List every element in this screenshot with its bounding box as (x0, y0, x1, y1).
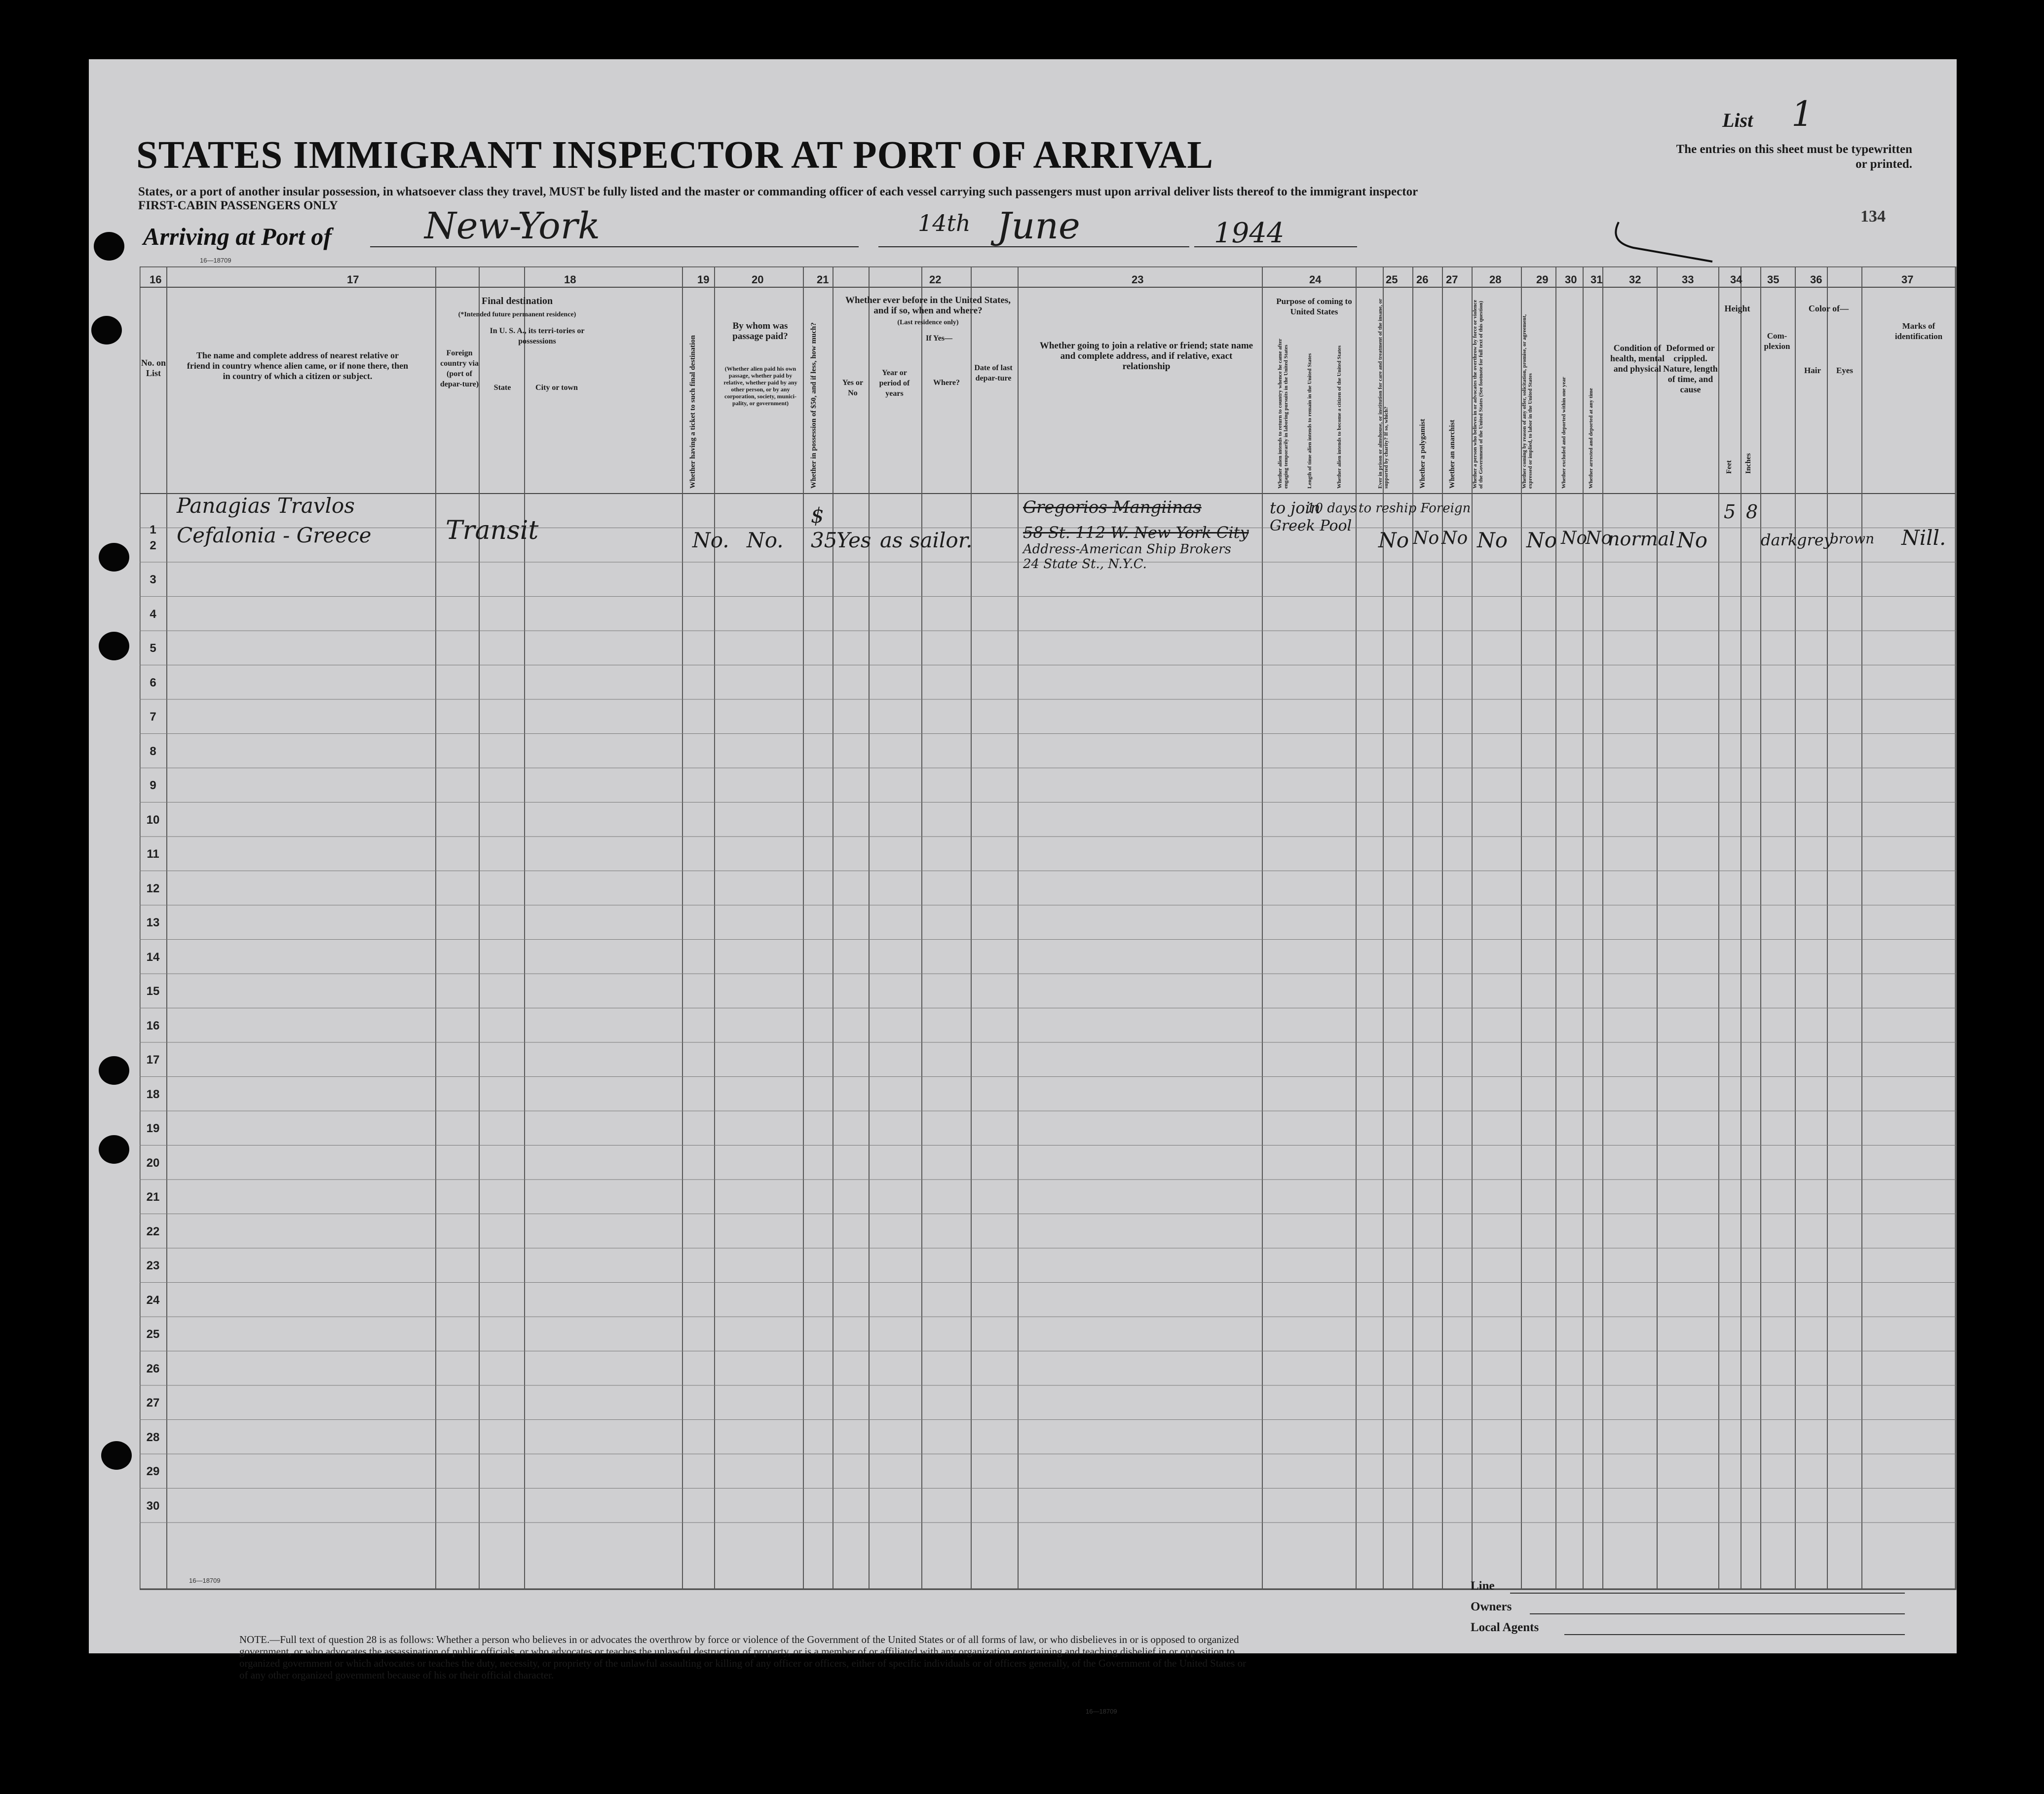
entry-purpose-1: to join (1270, 498, 1321, 517)
row-number: 21 (146, 1190, 160, 1204)
port-name: New-York (424, 205, 600, 247)
entry-q28: No (1477, 528, 1508, 552)
header-class-label: FIRST-CABIN PASSENGERS ONLY (138, 199, 338, 212)
header-no-on-list: No. on List (141, 358, 166, 378)
row-number: 27 (146, 1396, 160, 1410)
header-height: Height (1724, 304, 1750, 313)
header-purpose-citizen: Whether alien intends to become a citizen of the United States (1336, 345, 1342, 489)
list-label: List (1722, 109, 1753, 131)
header-state: State (493, 383, 511, 392)
punch-hole (99, 1135, 129, 1164)
entry-join-address-3: 24 State St., N.Y.C. (1023, 557, 1147, 572)
arrival-day: 14th (918, 210, 971, 236)
col-num-30: 30 (1565, 273, 1577, 286)
row-number: 28 (146, 1430, 160, 1444)
punch-hole (94, 232, 124, 261)
header-where: Where? (933, 379, 960, 387)
header-arrested: Whether arrested and deported at any time (1588, 388, 1594, 489)
line-label: Line (1471, 1579, 1495, 1593)
col-num-29: 29 (1536, 273, 1549, 286)
form-code-bottom: 16—18709 (189, 1577, 221, 1584)
entry-relative-place: Cefalonia - Greece (177, 523, 372, 547)
header-eyes: Eyes (1836, 366, 1853, 375)
entry-relative-name: Panagias Travlos (177, 494, 355, 518)
header-complexion: Com-plexion (1764, 331, 1790, 351)
entry-marks: Nill. (1901, 526, 1946, 550)
row-number: 11 (147, 847, 159, 861)
col-num-17: 17 (347, 273, 359, 286)
header-usa: In U. S. A., its terri-tories or possessions (490, 327, 585, 345)
header-final-destination: Final destination (482, 296, 553, 306)
punch-hole (99, 543, 129, 572)
arrival-month: June (997, 205, 1080, 247)
row-number: 4 (150, 607, 156, 621)
arriving-label: Arriving at Port of (143, 223, 332, 250)
entry-q25: No (1378, 528, 1409, 552)
entry-deformed: No (1677, 528, 1708, 552)
owners-label: Owners (1471, 1600, 1512, 1613)
row-number: 16 (146, 1019, 160, 1032)
row-number: 13 (146, 916, 160, 929)
local-agents-label: Local Agents (1471, 1621, 1539, 1634)
col-num-33: 33 (1682, 273, 1694, 286)
row-number: 5 (150, 642, 156, 655)
punch-hole (99, 1056, 129, 1085)
header-year-period: Year or period of years (879, 369, 910, 398)
entry-q29: No (1526, 528, 1557, 552)
entry-q31: No (1586, 528, 1612, 548)
header-overthrow: Whether a person who believes in or advocates the overthrow by force or violence of the Government of the United States (See footnote for full text of this question) (1472, 300, 1484, 489)
header-yes-no: Yes or No (842, 379, 864, 397)
header-foreign-country: Foreign country via (port of depar-ture) (440, 349, 479, 388)
header-purpose-length: Length of time alien intends to remain in the United States (1307, 353, 1313, 489)
header-final-destination-sub: (*Intended future permanent residence) (458, 311, 576, 318)
header-date-departure: Date of last depar-ture (974, 364, 1013, 382)
header-money: Whether in possession of $50, and if less, how much? (810, 322, 818, 489)
row-number: 29 (146, 1465, 160, 1478)
col-num-36: 36 (1810, 273, 1822, 286)
entry-health: normal (1608, 528, 1675, 550)
col-num-35: 35 (1767, 273, 1779, 286)
entry-join-address-2: Address-American Ship Brokers (1023, 542, 1231, 557)
page-stamp-number: 134 (1860, 207, 1886, 226)
col-num-31: 31 (1590, 273, 1603, 286)
header-before-sub: (Last residence only) (897, 319, 959, 326)
row-number: 1 (150, 523, 156, 536)
row-number: 23 (146, 1259, 160, 1272)
list-number: 1 (1791, 94, 1814, 134)
entries-note: The entries on this sheet must be typewritten or printed. (1676, 143, 1912, 171)
entry-q30: No (1561, 528, 1588, 548)
header-passage-paid: By whom was passage paid? (732, 321, 788, 342)
header-feet: Feet (1725, 460, 1733, 474)
entry-length: 10 days (1307, 501, 1357, 516)
row-number: 18 (146, 1087, 160, 1101)
punch-hole (91, 316, 122, 344)
row-number: 22 (146, 1224, 160, 1238)
col-num-22: 22 (929, 273, 942, 286)
col-num-26: 26 (1416, 273, 1429, 286)
col-num-16: 16 (150, 273, 162, 286)
header-health: Condition of health, mental and physical (1610, 343, 1665, 374)
row-number: 12 (146, 881, 160, 895)
entry-height-feet: 5 (1724, 501, 1736, 523)
col-num-37: 37 (1901, 273, 1914, 286)
row-number: 20 (146, 1156, 160, 1170)
header-deformed: Deformed or crippled. Nature, length of time, and cause (1663, 343, 1718, 394)
header-purpose-return: Whether alien intends to return to country whence he came after engaging temporarily in laboring pursuits in the United States (1277, 339, 1289, 489)
row-number: 30 (146, 1499, 160, 1513)
header-nearest-relative: The name and complete address of nearest relative or friend in country whence alien came, or if none there, then in country of which a citizen or subject. (187, 350, 409, 381)
col-num-19: 19 (697, 273, 710, 286)
row-number: 2 (150, 538, 156, 552)
header-purpose: Purpose of coming to United States (1276, 297, 1352, 316)
col-num-18: 18 (564, 273, 576, 286)
row-number: 25 (146, 1328, 160, 1341)
header-join-relative: Whether going to join a relative or friend; state name and complete address, and if relative, exact relationship (1039, 341, 1253, 372)
col-num-21: 21 (817, 273, 829, 286)
entry-passage: No. (747, 528, 784, 552)
row-number: 8 (150, 744, 156, 758)
row-number: 6 (150, 676, 156, 689)
col-num-24: 24 (1309, 273, 1322, 286)
row-number: 10 (146, 813, 160, 827)
page-title: STATES IMMIGRANT INSPECTOR AT PORT OF ARRIVAL (136, 134, 1214, 177)
table-grid-lines (140, 267, 1966, 1594)
footnote-question-28: NOTE.—Full text of question 28 is as follows: Whether a person who believes in or advocates the overthrow by force or violence of the Government of the United States or of all forms of law, or who disbelieves in or is opposed to organized government, or who advocates the assassination of public officials, or who advocates or teaches the unlawful destruction of property, or is a member of or affiliated with any organization entertaining and teaching disbelief in or opposition to organized government or which advocates or teaches the duty, necessity, or propriety of the unlawful assaulting or killing of any officer or officers, either of specific individuals or of officers generally, of the Government of the United States or of any other organized government because of his or their official character. (239, 1634, 1247, 1681)
entry-join-name: Gregorios Mangiinas (1023, 497, 1202, 517)
row-number: 15 (146, 985, 160, 998)
col-num-23: 23 (1132, 273, 1144, 286)
entry-join-address: 58 St. 112 W. New York City (1023, 523, 1249, 542)
row-number: 9 (150, 779, 156, 792)
punch-hole (101, 1441, 132, 1470)
entry-complexion: dark (1761, 531, 1798, 549)
row-number: 17 (146, 1053, 160, 1067)
header-marks: Marks of identification (1894, 321, 1943, 341)
row-number: 24 (146, 1293, 160, 1307)
col-num-25: 25 (1386, 273, 1398, 286)
arrival-year: 1944 (1214, 217, 1285, 249)
col-num-32: 32 (1629, 273, 1641, 286)
entry-money: $ 35 (811, 503, 837, 552)
col-num-20: 20 (752, 273, 764, 286)
header-before-in-us: Whether ever before in the United States, and if so, when and where? (845, 295, 1011, 316)
entry-q27: No (1441, 528, 1468, 548)
row-number: 14 (146, 950, 160, 964)
entry-ticket: No. (692, 528, 729, 552)
header-polygamist: Whether a polygamist (1419, 419, 1427, 489)
manifest-sheet (89, 59, 1957, 1715)
col-num-28: 28 (1489, 273, 1502, 286)
entry-reship: to reship Foreign (1359, 501, 1471, 516)
header-anarchist: Whether an anarchist (1448, 420, 1456, 489)
row-number: 26 (146, 1362, 160, 1375)
header-city: City or town (535, 383, 578, 392)
row-number: 7 (150, 710, 156, 724)
header-color-of: Color of— (1808, 304, 1849, 313)
form-code-top: 16—18709 (200, 257, 231, 264)
header-excluded: Whether excluded and deported within one year (1561, 377, 1567, 489)
col-num-27: 27 (1446, 273, 1458, 286)
header-inches: Inches (1744, 453, 1752, 474)
entry-hair: grey (1797, 531, 1833, 549)
manifest-table (140, 267, 1966, 1594)
form-code-footer: 16—18709 (1086, 1708, 1117, 1715)
punch-hole (99, 632, 129, 660)
entry-eyes: brown (1830, 531, 1875, 547)
entry-purpose-2: Greek Pool (1270, 517, 1352, 534)
header-hair: Hair (1804, 366, 1821, 375)
agent-lines (1471, 1574, 1915, 1643)
row-number: 3 (150, 573, 156, 586)
header-if-yes: If Yes— (925, 334, 953, 343)
entry-q26: No (1413, 528, 1439, 548)
entry-height-inches: 8 (1746, 501, 1758, 523)
header-passage-note: (Whether alien paid his own passage, whether paid by relative, whether paid by any other person, or by any corporation, society, munici-pality, or government) (723, 365, 797, 407)
entry-destination: Transit (446, 516, 539, 545)
entry-before-yes: Yes (836, 528, 871, 552)
header-prison: Ever in prison or almshouse, or institution for care and treatment of the insane, or supported by charity? If so, which? (1377, 299, 1389, 489)
header-instructions: States, or a port of another insular possession, in whatsoever class they travel, MUST be fully listed and the master or commanding officer of each vessel carrying such passengers must upon arrival deliver lists thereof to the immigrant inspector (138, 185, 1418, 198)
entry-before-period: as sailor. (880, 528, 973, 552)
col-num-34: 34 (1730, 273, 1742, 286)
row-number: 19 (146, 1122, 160, 1135)
header-labor-offer: Whether coming by reason of any offer, solicitation, promise, or agreement, expressed or implied, to labor in the United States (1521, 314, 1533, 489)
header-ticket: Whether having a ticket to such final destination (689, 335, 697, 489)
